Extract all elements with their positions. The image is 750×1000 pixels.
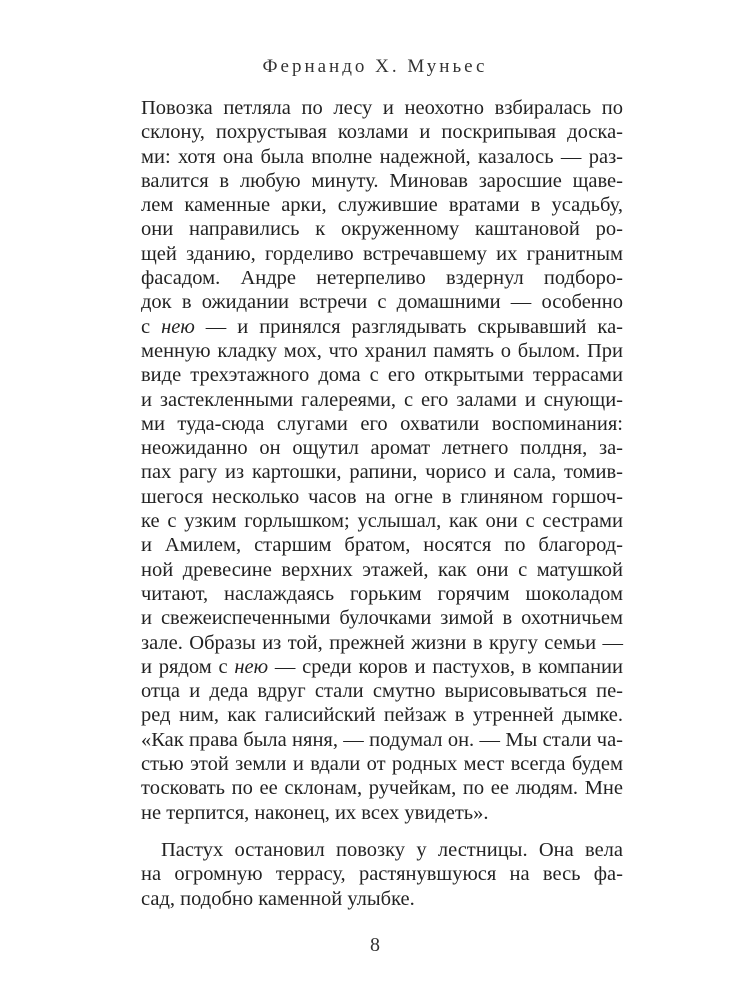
text-segment: зале. Образы из той, прежней жизни в кругу семьи — [141,631,623,654]
paragraph [141,96,623,825]
text-segment: щей зданию, горделиво встречавшему их гранитным [141,242,623,265]
text-segment: лем каменные арки, служившие вратами в усадьбу, [141,194,623,217]
text-line [141,242,623,266]
text-segment: менную кладку мох, что хранил память о былом. При [141,339,623,362]
text-segment: пах рагу из картошки, рапини, чорисо и сала, томив- [141,461,623,484]
text-line [141,728,623,752]
text-line [141,533,623,557]
text-segment: ред ним, как галисийский пейзаж в утренней дымке. [141,704,623,727]
text-line [141,460,623,484]
text-segment: док в ожидании встречи с домашними — особенно [141,291,623,314]
text-line [141,558,623,582]
text-segment: они направились к окруженному каштановой ро- [141,218,623,241]
text-line [141,436,623,460]
text-line [141,363,623,387]
text-segment: валится в любую минуту. Миновав заросшие щаве- [141,169,623,192]
text-segment: «Как права была няня, — подумал он. — Мы стали ча- [141,728,623,751]
page-number: 8 [370,934,380,956]
text-line [141,266,623,290]
text-line [141,485,623,509]
paragraph-gap [141,825,623,838]
text-segment: склону, похрустывая козлами и поскрипывая доска- [141,121,623,144]
text-line [141,838,623,862]
text-line [141,388,623,412]
text-segment: неожиданно он ощутил аромат летнего полдня, за- [141,437,623,460]
text-line [141,290,623,314]
text-segment: не терпится, наконец, их всех увидеть». [141,801,489,824]
text-segment: с [141,315,162,338]
text-segment: — и принялся разглядывать скрывавший ка- [194,315,623,338]
text-line [141,801,623,825]
text-line [141,120,623,144]
text-line [141,582,623,606]
text-segment: тосковать по ее склонам, ручейкам, по ее людям. Мне [141,777,623,800]
text-line [141,509,623,533]
text-segment: на огромную террасу, растянувшуюся на весь фа- [141,863,623,886]
text-segment: ной древесине верхних этажей, как они с матушкой [141,558,623,581]
text-segment: ке с узким горлышком; услышал, как они с сестрами [141,510,623,533]
text-line [141,655,623,679]
text-segment: и застекленными галереями, с его залами и снующи- [141,388,623,411]
text-segment: виде трехэтажного дома с его открытыми террасами [141,364,623,387]
text-segment: сад, подобно каменной улыбке. [141,887,415,910]
text-line [141,862,623,886]
text-segment: читают, наслаждаясь горьким горячим шоколадом [141,582,623,605]
body-text [141,96,623,911]
text-line [141,703,623,727]
text-segment: стью этой земли и вдали от родных мест всегда будем [141,753,623,776]
text-line [141,193,623,217]
text-segment: шегося несколько часов на огне в глиняном горшоч- [141,485,623,508]
text-segment: фасадом. Андре нетерпеливо вздернул подборо- [141,267,623,290]
text-line [141,679,623,703]
italic-text: нею [234,655,269,678]
text-segment: ми туда-сюда слугами его охватили воспоминания: [141,412,623,435]
text-line [141,96,623,120]
text-line [141,776,623,800]
text-line [141,412,623,436]
text-line [141,887,623,911]
text-segment: и свежеиспеченными булочками зимой в охотничьем [141,607,623,630]
italic-text: нею [161,315,195,338]
paragraph [141,838,623,911]
text-line [141,606,623,630]
text-segment: ми: хотя она была вполне надежной, казалось — раз- [141,145,623,168]
text-segment: Повозка петляла по лесу и неохотно взбиралась по [141,97,623,119]
text-line [141,145,623,169]
text-segment: Пастух остановил повозку у лестницы. Она вела [161,838,623,861]
text-line [141,315,623,339]
text-segment: и рядом с [141,655,235,678]
text-segment: и Амилем, старшим братом, носятся по благород- [141,534,623,557]
text-line [141,169,623,193]
text-line [141,217,623,241]
text-line [141,631,623,655]
text-segment: отца и деда вдруг стали смутно вырисовываться пе- [141,680,623,703]
text-line [141,339,623,363]
text-segment: — среди коров и пастухов, в компании [268,655,623,678]
text-line [141,752,623,776]
running-head: Фернандо Х. Муньес [262,56,488,77]
